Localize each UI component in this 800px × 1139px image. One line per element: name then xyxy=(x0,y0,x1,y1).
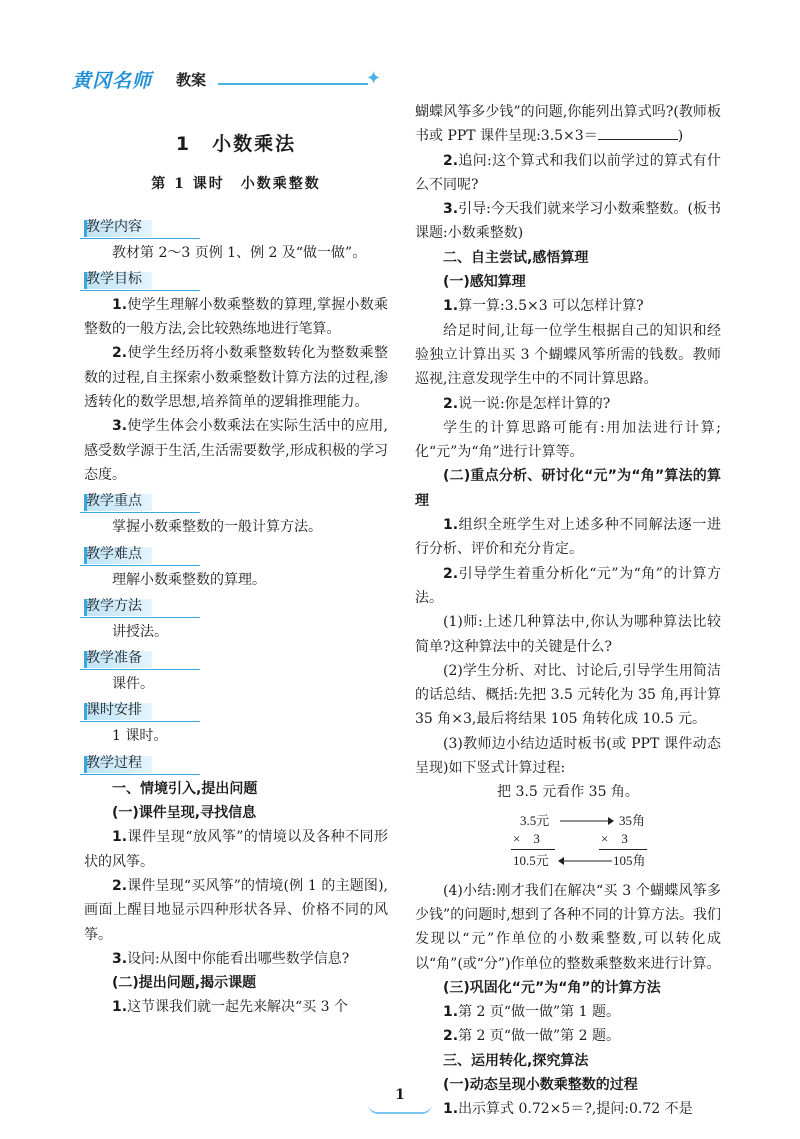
page-number-decoration xyxy=(368,1104,432,1114)
goal-3: 3.使学生体会小数乘法在实际生活中的应用,感受数学源于生活,生活需要数学,形成积极的学习态度。 xyxy=(84,418,388,483)
process-text: 把 3.5 元看作 35 角。 xyxy=(497,784,639,801)
process-item: 1.组织全班学生对上述多种不同解法逐一进行分析、评价和充分肯定。 xyxy=(415,517,721,558)
part-2-1-heading: (一)感知算理 xyxy=(443,274,526,291)
process-text: (2)学生分析、对比、讨论后,引导学生用简洁的话总结、概括:先把 3.5 元转化为 35 角,再计算 35 角×3,最后将结果 105 角转化成 10.5 元。 xyxy=(415,662,721,728)
process-item: 2.课件呈现“买风筝”的情境(例 1 的主题图),画面上醒目地显示四种形状各异、价格不同的风筝。 xyxy=(84,877,388,943)
process-item: 1.课件呈现“放风筝”的情境以及各种不同形状的风筝。 xyxy=(84,829,388,870)
section-heading-difficulty: 教学难点 xyxy=(84,544,152,564)
calc-line-right xyxy=(599,849,647,850)
calc-a1: 3.5元 xyxy=(520,812,550,828)
process-text: 学生的计算思路可能有:用加法进行计算;化“元”为“角”进行计算等。 xyxy=(415,419,721,461)
left-column xyxy=(84,100,388,1020)
process-item: 1.第 2 页“做一做”第 1 题。 xyxy=(443,1004,620,1021)
content-text: 教材第 2～3 页例 1、例 2 及“做一做”。 xyxy=(112,244,367,261)
part-1-2-heading: (二)提出问题,揭示课题 xyxy=(112,975,257,992)
part-3-1-heading: (一)动态呈现小数乘整数的过程 xyxy=(443,1076,638,1093)
page-number: 1 xyxy=(395,1087,405,1103)
section-heading-schedule: 课时安排 xyxy=(84,700,152,720)
section-heading-goals: 教学目标 xyxy=(84,269,152,289)
chapter-title: 1 小数乘法 xyxy=(175,133,297,155)
brand-logo: 黄冈名师 xyxy=(72,70,153,92)
calc-a3: 10.5元 xyxy=(513,852,549,868)
process-item: 2.引导学生着重分析化“元”为“角”的计算方法。 xyxy=(415,565,721,606)
arrow-right-icon xyxy=(558,813,614,829)
process-item: 2.说一说:你是怎样计算的? xyxy=(443,395,611,412)
section-heading-key: 教学重点 xyxy=(84,491,152,511)
sparkle-icon: ✦ xyxy=(366,68,382,89)
process-item: 1.出示算式 0.72×5＝?,提问:0.72 不是 xyxy=(443,1101,693,1118)
section-heading-prep: 教学准备 xyxy=(84,648,152,668)
answer-blank xyxy=(598,125,678,140)
part-3-heading: 三、运用转化,探究算法 xyxy=(443,1052,589,1069)
process-item: 1.这节课我们就一起先来解决“买 3 个 xyxy=(112,999,349,1016)
process-text: (3)教师边小结边适时板书(或 PPT 课件动态呈现)如下竖式计算过程: xyxy=(415,735,721,777)
process-item: 2.追问:这个算式和我们以前学过的算式有什么不同呢? xyxy=(415,152,721,193)
part-1-1-heading: (一)课件呈现,寻找信息 xyxy=(112,805,257,822)
key-text: 掌握小数乘整数的一般计算方法。 xyxy=(112,519,322,536)
brand-subtitle: 教案 xyxy=(176,71,207,89)
calc-line-left xyxy=(511,849,555,850)
process-text: 给足时间,让每一位学生根据自己的知识和经验独立计算出买 3 个蝴蝶风筝所需的钱数。教师巡视,注意发现学生中的不同计算思路。 xyxy=(415,322,721,388)
process-text: (4)小结:刚才我们在解决“买 3 个蝴蝶风筝多少钱”的问题时,想到了各种不同的计算方法。我们发现以“元”作单位的小数乘整数,可以转化成以“角”(或“分”)作单位的整数乘整数来进行计算。 xyxy=(415,882,721,972)
section-heading-content: 教学内容 xyxy=(84,217,152,237)
header-divider xyxy=(218,83,368,85)
calc-a2: × 3 xyxy=(513,830,540,846)
difficulty-text: 理解小数乘整数的算理。 xyxy=(112,571,266,588)
arrow-left-icon xyxy=(558,853,614,869)
section-heading-method: 教学方法 xyxy=(84,596,152,616)
continued-text: 蝴蝶风筝多少钱”的问题,你能列出算式吗?(教师板书或 PPT 课件呈现:3.5×3＝ ) xyxy=(415,104,721,145)
lesson-title: 第 1 课时 小数乘整数 xyxy=(151,176,321,193)
part-1-heading: 一、情境引入,提出问题 xyxy=(112,780,258,797)
process-text: (1)师:上述几种算法中,你认为哪种算法比较简单?这种算法中的关键是什么? xyxy=(415,614,721,655)
process-item: 2.第 2 页“做一做”第 2 题。 xyxy=(443,1028,620,1045)
calc-b2: × 3 xyxy=(601,830,628,846)
part-2-3-heading: (三)巩固化“元”为“角”的计算方法 xyxy=(443,979,661,996)
method-text: 讲授法。 xyxy=(112,623,168,640)
goal-1: 1.使学生理解小数乘整数的算理,掌握小数乘整数的一般方法,会比较熟练地进行笔算。 xyxy=(84,296,388,338)
process-item: 3.引导:今天我们就来学习小数乘整数。(板书课题:小数乘整数) xyxy=(415,201,721,242)
page-header xyxy=(72,66,382,92)
calc-b3: 105角 xyxy=(613,852,646,868)
section-heading-process: 教学过程 xyxy=(84,753,152,773)
process-item: 1.算一算:3.5×3 可以怎样计算? xyxy=(443,298,644,315)
part-2-2-heading: (二)重点分析、研讨化“元”为“角”算法的算理 xyxy=(415,468,721,509)
vertical-calculation xyxy=(415,811,721,873)
right-column xyxy=(415,100,721,1122)
part-2-heading: 二、自主尝试,感悟算理 xyxy=(443,249,589,266)
schedule-text: 1 课时。 xyxy=(112,728,168,745)
calc-b1: 35角 xyxy=(619,812,646,828)
process-item: 3.设问:从图中你能看出哪些数学信息? xyxy=(112,950,350,967)
goal-2: 2.使学生经历将小数乘整数转化为整数乘整数的过程,自主探索小数乘整数计算方法的过程,渗透转化的数学思想,培养简单的逻辑推理能力。 xyxy=(84,345,388,411)
prep-text: 课件。 xyxy=(112,676,154,693)
